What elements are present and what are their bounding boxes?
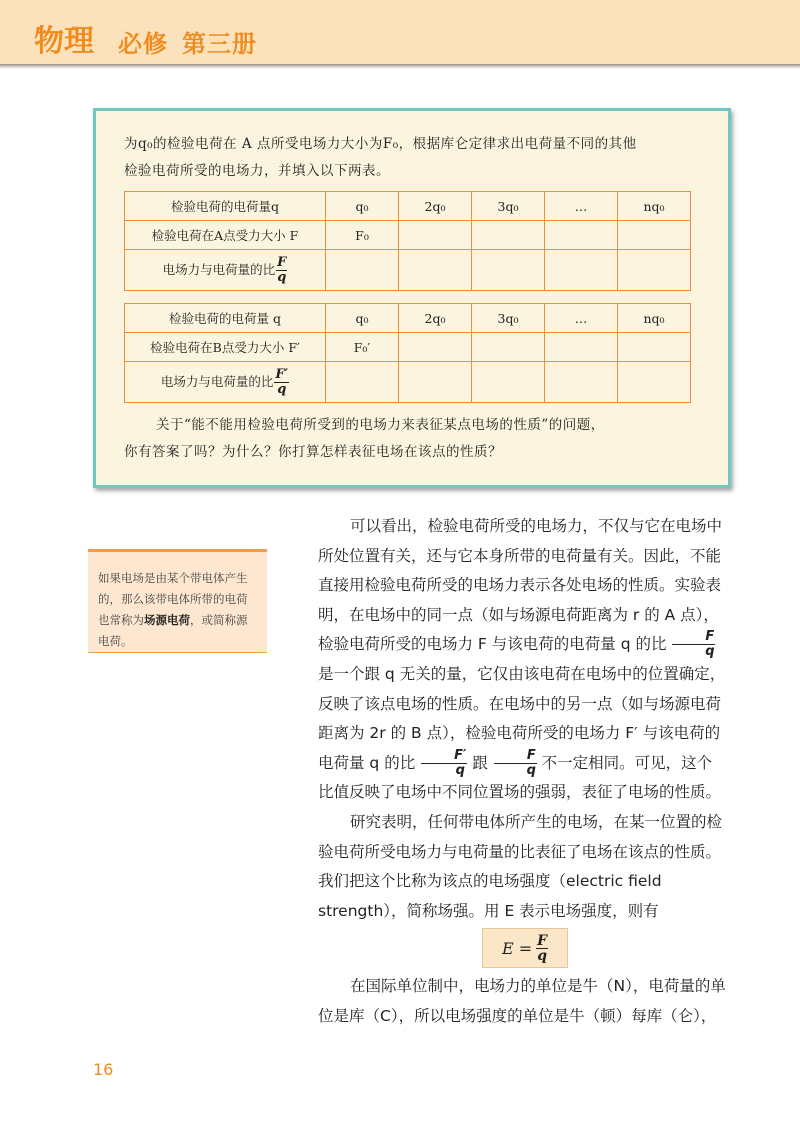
table-cell (618, 250, 691, 291)
book-title: 物理 (34, 24, 94, 59)
ratio-fraction (276, 256, 287, 285)
page-header (0, 0, 800, 64)
table-cell: nq₀ (618, 304, 691, 333)
intro-line-2: 检验电荷所受的电场力，并填入以下两表。 (124, 163, 390, 179)
table-cell (125, 250, 326, 291)
table-point-b (124, 303, 691, 403)
table-cell: 检验电荷的电荷量q (125, 192, 326, 221)
table-cell: 3q₀ (472, 304, 545, 333)
table-cell: F₀′ (326, 333, 399, 362)
p1-end: 不一定相同。可见，这个比值反映了电场中不同位置场的强弱，表征了电场的性质。 (318, 753, 722, 802)
fraction-numerator: F (672, 630, 715, 645)
table-cell: 检验电荷的电荷量 q (125, 304, 326, 333)
table-cell (399, 250, 472, 291)
table-cell (326, 250, 399, 291)
fraction-numerator: F (537, 932, 548, 949)
margin-note-text (98, 568, 258, 652)
header-divider (0, 64, 800, 69)
paragraph-1 (318, 512, 726, 808)
table-cell (326, 362, 399, 403)
note-text-a: 如果电场是由某个带电体产生的，那么该带电体所带的电荷也常称为 (98, 571, 248, 627)
table-cell: F₀ (326, 221, 399, 250)
note-text-b: ，或简称源电荷。 (98, 613, 248, 648)
table-cell (545, 333, 618, 362)
inline-fraction (421, 749, 467, 778)
margin-note (88, 549, 267, 653)
paragraph-3: 在国际单位制中，电场力的单位是牛（N），电荷量的单位是库（C），所以电场强度的单位是牛（顿）每库（仑）， (318, 977, 726, 1025)
fraction-denominator: q (537, 947, 547, 964)
table-cell (545, 221, 618, 250)
fraction-denominator: q (277, 381, 287, 397)
fraction-denominator: q (277, 269, 287, 285)
paragraph-2: 研究表明，任何带电体所产生的电场，在某一位置的检验电荷所受电场力与电荷量的比表征了电场在该点的性质。我们把这个比称为该点的电场强度（electric field strength），简称场强。用 E 表示电场强度，则有 (318, 812, 723, 920)
activity-box (93, 108, 731, 488)
table-cell (545, 362, 618, 403)
subtitle-part-1: 必修 (118, 30, 168, 58)
table-point-a (124, 191, 691, 291)
table-cell (472, 250, 545, 291)
formula-lhs: E = (501, 938, 533, 958)
note-term: 场源电荷 (144, 613, 190, 627)
subtitle-part-2: 第三册 (182, 30, 257, 58)
formula-fraction (536, 934, 548, 963)
book-subtitle (118, 27, 271, 61)
table-cell: nq₀ (618, 192, 691, 221)
table-cell: q₀ (326, 192, 399, 221)
fraction-numerator: F′ (275, 366, 289, 382)
fraction-numerator: F (494, 749, 537, 764)
question-line-1: 关于“能不能用检验电荷所受到的电场力来表征某点电场的性质”的问题， (156, 417, 605, 433)
fraction-denominator: q (526, 762, 536, 778)
ratio-label: 电场力与电荷量的比 (162, 261, 276, 277)
table-cell: q₀ (326, 304, 399, 333)
table-cell (472, 221, 545, 250)
table-cell: 检验电荷在A点受力大小 F (125, 221, 326, 250)
table-cell (399, 333, 472, 362)
main-text (318, 512, 726, 1032)
table-cell (618, 333, 691, 362)
ratio-fraction (274, 368, 289, 397)
table-cell: … (545, 192, 618, 221)
table-cell (618, 221, 691, 250)
p1-continued: 是一个跟 q 无关的量，它仅由该电荷在电场中的位置确定，反映了该点电场的性质。在电场中的另一点（如与场源电荷距离为 2r 的 B 点），检验电荷所受的电场力 F′ 与该电荷的电荷量 q 的比 (318, 664, 726, 772)
table-cell (399, 362, 472, 403)
inline-fraction (672, 630, 715, 659)
question-line-2: 你有答案了吗？为什么？你打算怎样表征电场在该点的性质？ (124, 444, 502, 460)
table-cell: 2q₀ (399, 192, 472, 221)
p1-mid: 跟 (472, 753, 488, 772)
formula-box (482, 928, 568, 968)
table-cell: 3q₀ (472, 192, 545, 221)
inline-fraction (494, 749, 537, 778)
ratio-label: 电场力与电荷量的比 (160, 373, 274, 389)
table-cell (618, 362, 691, 403)
table-cell: … (545, 304, 618, 333)
table-cell (472, 333, 545, 362)
table-cell: 检验电荷在B点受力大小 F′ (125, 333, 326, 362)
intro-line-1: 为q₀的检验电荷在 A 点所受电场力大小为F₀，根据库仑定律求出电荷量不同的其他 (124, 136, 637, 152)
fraction-denominator: q (705, 644, 715, 660)
page-number: 16 (93, 1060, 114, 1079)
p1-text: 可以看出，检验电荷所受的电场力，不仅与它在电场中所处位置有关，还与它本身所带的电荷量有关。因此，不能直接用检验电荷所受的电场力表示各处电场的性质。实验表明，在电场中的同一点（如与场源电荷距离为 r 的 A 点），检验电荷所受的电场力 F 与该电荷的电荷量 q 的比 (318, 517, 723, 654)
fraction-denominator: q (455, 762, 465, 778)
fraction-numerator: F′ (421, 749, 467, 764)
table-cell (472, 362, 545, 403)
table-cell (545, 250, 618, 291)
table-cell: 2q₀ (399, 304, 472, 333)
table-cell (125, 362, 326, 403)
fraction-numerator: F (277, 254, 287, 270)
table-cell (399, 221, 472, 250)
